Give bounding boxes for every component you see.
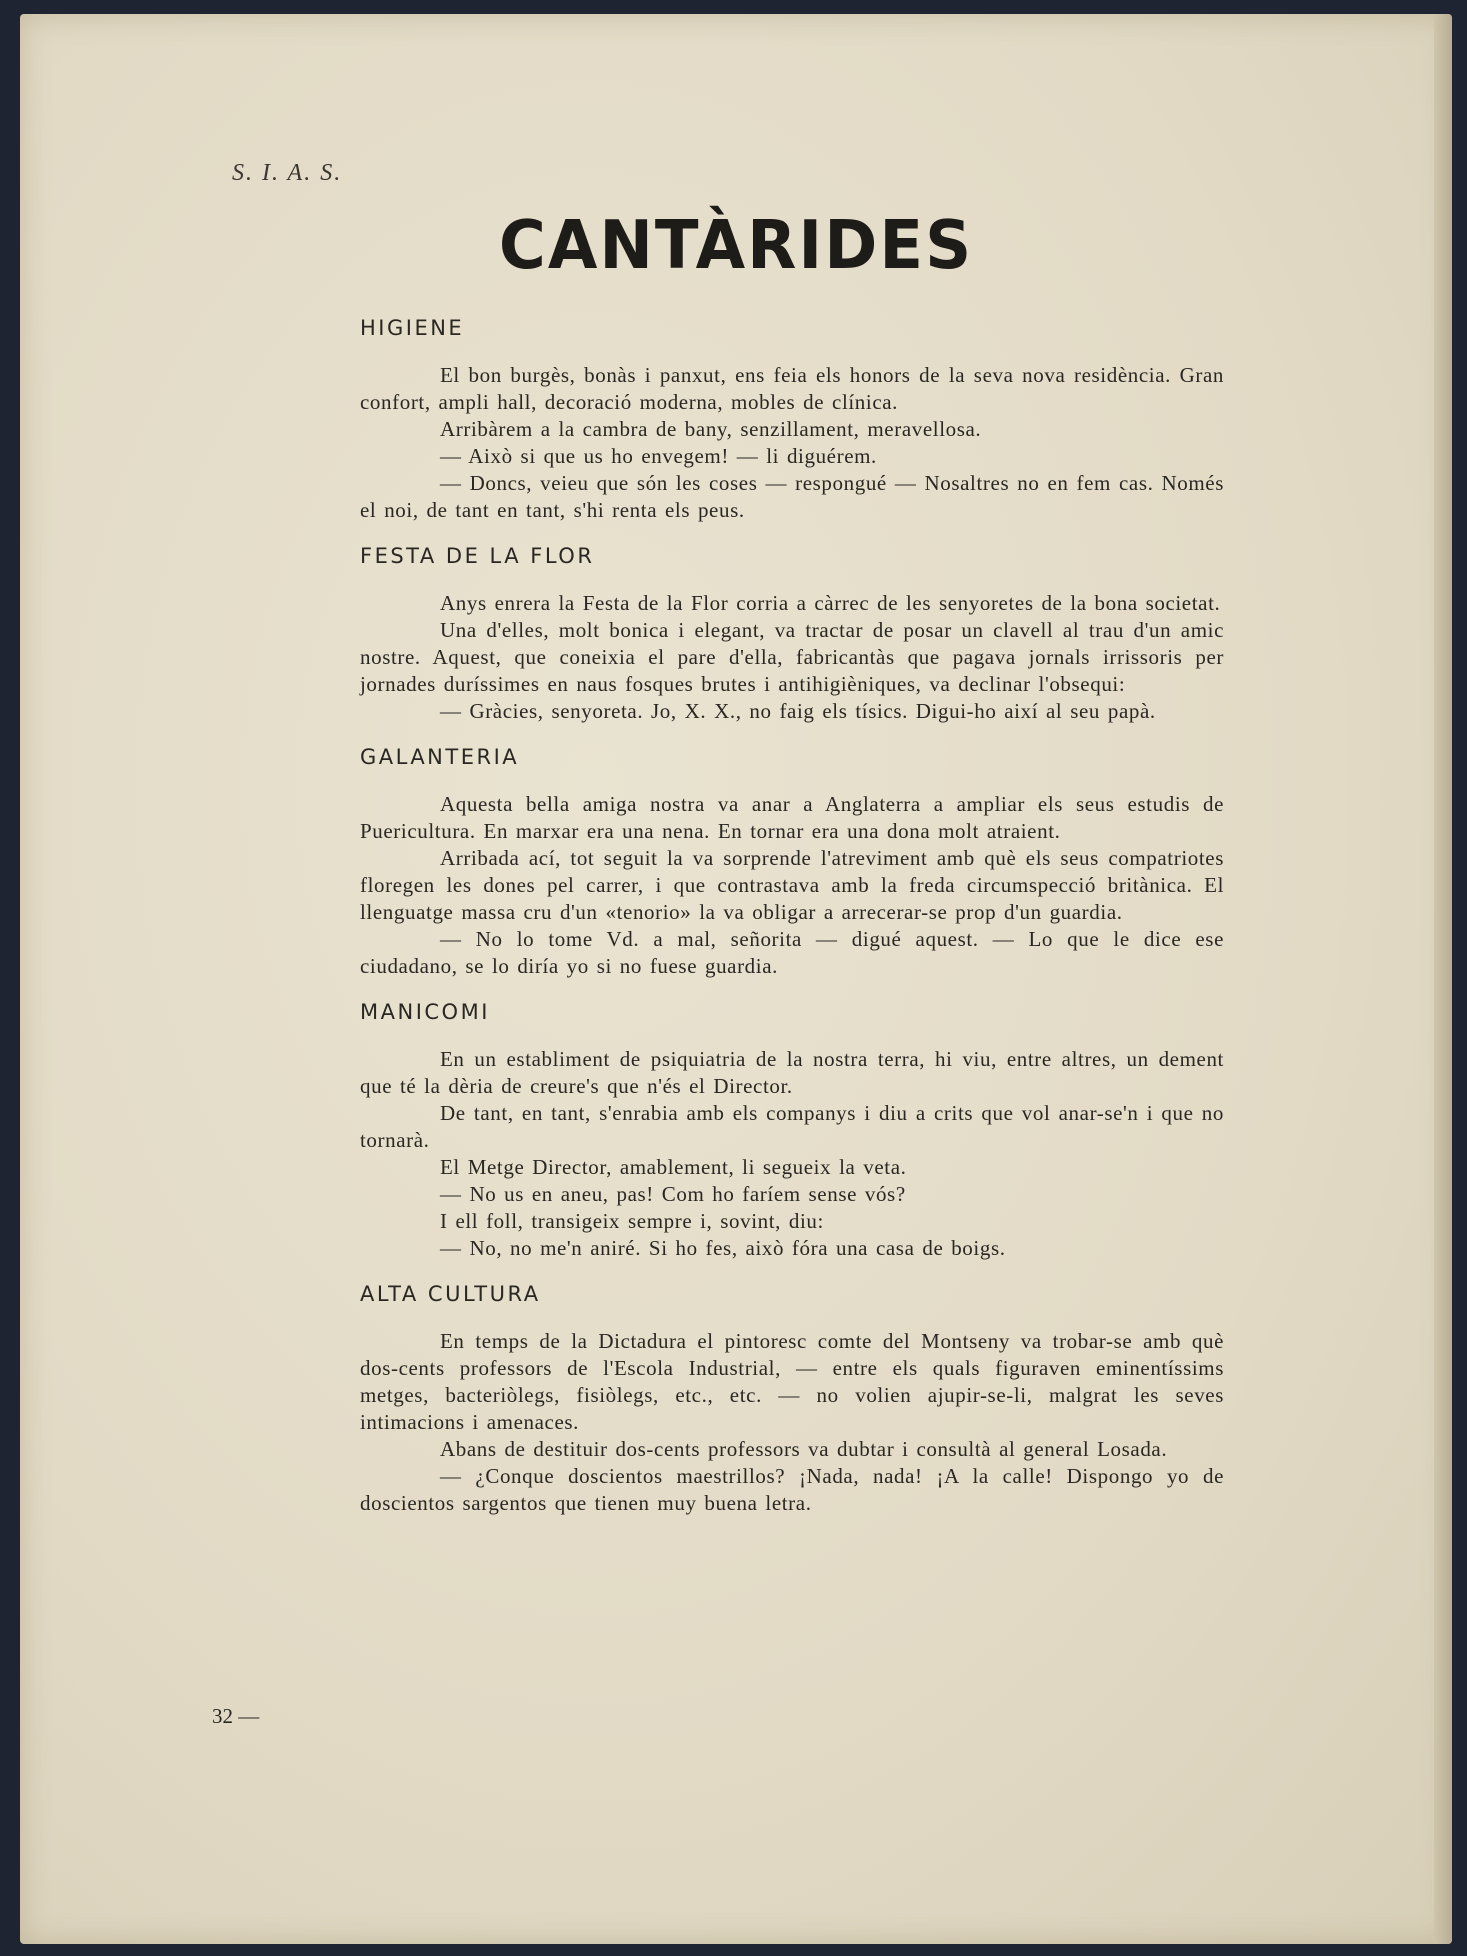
section-heading: FESTA DE LA FLOR bbox=[360, 544, 595, 568]
running-head: S. I. A. S. bbox=[232, 160, 343, 186]
paragraph: Anys enrera la Festa de la Flor corria a càrrec de les senyoretes de la bona societat. bbox=[440, 591, 1221, 615]
article-body bbox=[360, 316, 1224, 1537]
paragraph: — Gràcies, senyoreta. Jo, X. X., no faig els tísics. Digui-ho així al seu papà. bbox=[440, 699, 1156, 723]
paragraph: — No lo tome Vd. a mal, señorita — digué aquest. — Lo que le dice ese ciudadano, se lo diría yo si no fuese guardia. bbox=[360, 927, 1224, 978]
section-higiene bbox=[360, 316, 1224, 524]
section-manicomi bbox=[360, 1000, 1224, 1262]
paragraph: En un establiment de psiquiatria de la nostra terra, hi viu, entre altres, un dement que té la dèria de creure's que n'és el Director. bbox=[360, 1047, 1224, 1098]
paragraph: Arribada ací, tot seguit la va sorprende l'atreviment amb què els seus compatriotes floregen les dones pel carrer, i que contrastava amb la freda circumspecció britànica. El llenguatge massa cru d'un «tenorio» la va obligar a arrecerar-se prop d'un guardia. bbox=[360, 846, 1224, 924]
paragraph: Abans de destituir dos-cents professors va dubtar i consultà al general Losada. bbox=[440, 1437, 1168, 1461]
paragraph: El Metge Director, amablement, li segueix la veta. bbox=[440, 1155, 907, 1179]
page-title: CANTÀRIDES bbox=[498, 207, 974, 285]
paragraph: — No us en aneu, pas! Com ho faríem sense vós? bbox=[440, 1182, 906, 1206]
paragraph: — Doncs, veieu que són les coses — respongué — Nosaltres no en fem cas. Només el noi, de tant en tant, s'hi renta els peus. bbox=[360, 471, 1224, 522]
section-heading: ALTA CULTURA bbox=[360, 1282, 541, 1306]
magazine-page bbox=[20, 14, 1452, 1944]
page-number: 32 — bbox=[212, 1704, 260, 1728]
section-festa-de-la-flor bbox=[360, 544, 1224, 725]
paragraph: De tant, en tant, s'enrabia amb els companys i diu a crits que vol anar-se'n i que no tornarà. bbox=[360, 1101, 1224, 1152]
paragraph: Una d'elles, molt bonica i elegant, va tractar de posar un clavell al trau d'un amic nostre. Aquest, que coneixia el pare d'ella, fabricantàs que pagava jornals irrissoris per jornades duríssimes en naus fosques brutes i antihigièniques, va declinar l'obsequi: bbox=[360, 618, 1224, 696]
section-heading: GALANTERIA bbox=[360, 745, 520, 769]
paragraph: En temps de la Dictadura el pintoresc comte del Montseny va trobar-se amb què dos-cents professors de l'Escola Industrial, — entre els quals figuraven eminentíssims metges, bacteriòlegs, fisiòlegs, etc., etc. — no volien ajupir-se-li, malgrat les seves intimacions i amenaces. bbox=[360, 1329, 1224, 1434]
section-alta-cultura bbox=[360, 1282, 1224, 1517]
paragraph: Arribàrem a la cambra de bany, senzillament, meravellosa. bbox=[440, 417, 982, 441]
paragraph: El bon burgès, bonàs i panxut, ens feia els honors de la seva nova residència. Gran confort, ampli hall, decoració moderna, mobles de clínica. bbox=[360, 363, 1224, 414]
section-heading: MANICOMI bbox=[360, 1000, 490, 1024]
paragraph: — No, no me'n aniré. Si ho fes, això fóra una casa de boigs. bbox=[440, 1236, 1006, 1260]
section-heading: HIGIENE bbox=[360, 316, 465, 340]
section-galanteria bbox=[360, 745, 1224, 980]
paragraph: Aquesta bella amiga nostra va anar a Anglaterra a ampliar els seus estudis de Puericultura. En marxar era una nena. En tornar era una dona molt atraient. bbox=[360, 792, 1224, 843]
paragraph: — ¿Conque doscientos maestrillos? ¡Nada, nada! ¡A la calle! Dispongo yo de doscientos sargentos que tienen muy buena letra. bbox=[360, 1464, 1224, 1515]
paragraph: — Això si que us ho envegem! — li diguérem. bbox=[440, 444, 877, 468]
paragraph: I ell foll, transigeix sempre i, sovint, diu: bbox=[440, 1209, 824, 1233]
page-edge bbox=[1434, 14, 1452, 1944]
